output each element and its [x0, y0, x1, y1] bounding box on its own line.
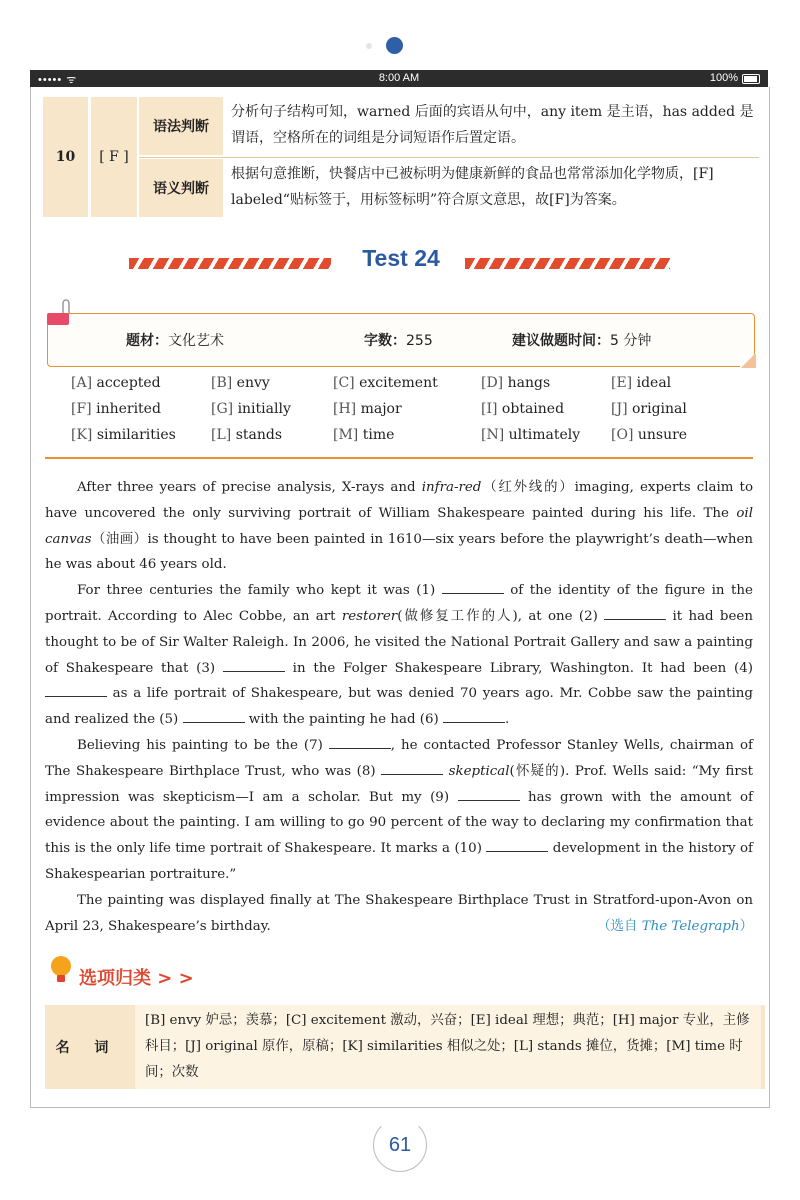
test-title: Test 24 [362, 245, 440, 271]
time-label: 建议做题时间： [512, 333, 610, 349]
semantic-row [139, 159, 759, 217]
title-stripe-left [129, 258, 331, 269]
source-citation: （选自 The Telegraph） [597, 918, 753, 934]
grammar-text: 分析句子结构可知，warned 后面的宾语从句中，any item 是主语，has added 是谓语，空格所在的词组是分词短语作后置定语。 [231, 104, 754, 146]
option-item: [J] original [611, 401, 687, 417]
blank-6[interactable] [443, 710, 505, 723]
blank-8[interactable] [381, 762, 443, 775]
option-item: [B] envy [211, 375, 270, 391]
blank-1[interactable] [442, 581, 504, 594]
blank-9[interactable] [458, 788, 520, 801]
topic-info [126, 330, 224, 350]
blank-3[interactable] [223, 659, 285, 672]
info-tab [47, 313, 69, 325]
blank-4[interactable] [45, 684, 107, 697]
option-item: [I] obtained [481, 401, 565, 417]
option-item: [M] time [333, 427, 395, 443]
noun-label: 名 词 [55, 1040, 119, 1056]
reading-passage [45, 475, 753, 939]
option-item: [C] excitement [333, 375, 438, 391]
battery-icon [742, 74, 760, 84]
topic-label: 题材： [126, 333, 168, 349]
option-item: [G] initially [211, 401, 291, 417]
topic-value: 文化艺术 [168, 333, 224, 349]
classification-box [45, 1005, 765, 1089]
signal-indicator: ••••• ᯤ [38, 74, 78, 86]
semantic-text: 根据句意推断，快餐店中已被标明为健康新鲜的食品也常常添加化学物质，[F] labeled“贴标签于，用标签标明”符合原文意思，故[F]为答案。 [231, 166, 714, 208]
blank-7[interactable] [329, 736, 391, 749]
option-item: [K] similarities [71, 427, 176, 443]
home-indicator-dot [386, 37, 403, 54]
grammar-label: 语法判断 [139, 97, 223, 155]
word-count-info [364, 330, 433, 350]
option-item: [E] ideal [611, 375, 672, 391]
status-bar [30, 70, 768, 87]
blank-2[interactable] [604, 607, 666, 620]
option-item: [O] unsure [611, 427, 688, 443]
page-indicator-dot [366, 43, 372, 49]
option-item: [N] ultimately [481, 427, 581, 443]
option-item: [L] stands [211, 427, 283, 443]
option-item: [F] inherited [71, 401, 161, 417]
answer-letter: [ F ] [91, 97, 137, 217]
time-value: 5 分钟 [610, 333, 652, 349]
page-number: 61 [373, 1118, 427, 1172]
title-stripe-right [465, 258, 670, 269]
option-item: [H] major [333, 401, 402, 417]
book-page [30, 87, 770, 1108]
option-item: [A] accepted [71, 375, 161, 391]
blank-10[interactable] [486, 839, 548, 852]
classification-title: 选项归类 > > [79, 968, 194, 989]
section-divider [45, 457, 753, 459]
blank-5[interactable] [183, 710, 245, 723]
paragraph-1: After three years of precise analysis, X-rays and infra-red（红外线的）imaging, experts claim to have uncovered the only surviving portrait of William Shakespeare painted during his life. The oil canvas（油画）is thought to have been painted in 1610—six years before the playwright’s death—when he was about 46 years old. [45, 480, 754, 573]
word-count-label: 字数： [364, 333, 406, 349]
noun-list: [B] envy 妒忌；羡慕；[C] excitement 激动，兴奋；[E] ideal 理想；典范；[H] major 专业，主修科目；[J] original 原作，原稿；[K] similarities 相似之处；[L] stands 摊位，货摊；[M] time 时间；次数 [135, 1005, 761, 1089]
clock: 8:00 AM [378, 72, 420, 84]
test-info-box [47, 313, 755, 367]
question-number: 10 [43, 97, 88, 217]
row-divider [139, 157, 759, 158]
lightbulb-icon [49, 955, 73, 985]
time-info [512, 330, 651, 350]
word-count-value: 255 [406, 333, 433, 349]
page-curl [740, 354, 756, 368]
semantic-label: 语义判断 [139, 159, 223, 217]
paragraph-2: For three centuries the family who kept it was (1) of the identity of the figure in the portrait. According to Alec Cobbe, an art restorer(做修复工作的人), at one (2) it had been thought to be of Sir Walter Raleigh. In 2006, he visited the National Portrait Gallery and saw a painting of Shakespeare that (3) in the Folger Shakespeare Library, Washington. It had been (4) as a life portrait of Shakespeare, but was denied 70 years ago. Mr. Cobbe saw the painting and realized the (5) with the painting he had (6) . [45, 583, 753, 728]
battery-percent: 100% [709, 72, 738, 84]
paragraph-3: Believing his painting to be the (7) , he contacted Professor Stanley Wells, chairman of The Shakespeare Birthplace Trust, who was (8) skeptical(怀疑的). Prof. Wells said: “My first impression was skepticism—I am a scholar. But my (9) has grown with the amount of evidence about the painting. I am willing to go 90 percent of the way to declaring my confirmation that this is the only life time portrait of Shakespeare. It marks a (10) development in the history of Shakespearian portraiture.” [45, 737, 754, 882]
paragraph-4: The painting was displayed finally at The Shakespeare Birthplace Trust in Stratford-upon-Avon on April 23, Shakespeare’s birthday. [45, 892, 753, 934]
grammar-row [139, 97, 759, 155]
option-item: [D] hangs [481, 375, 551, 391]
answer-explanation [43, 97, 759, 217]
